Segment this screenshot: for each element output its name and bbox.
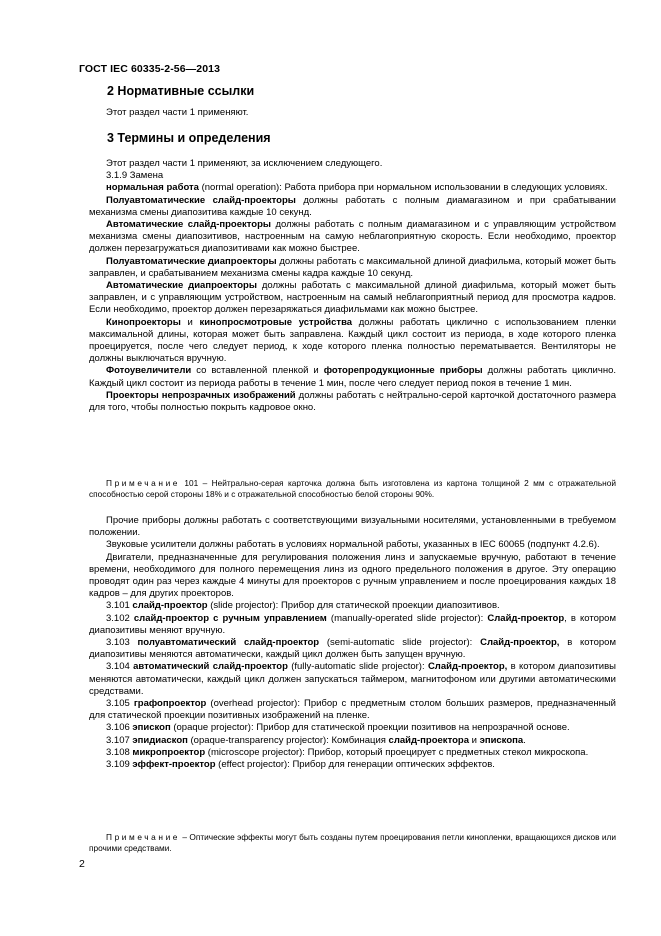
section-2-heading: 2 Нормативные ссылки bbox=[107, 84, 255, 98]
section-2-body bbox=[89, 107, 616, 119]
item-3-1-9: 3.1.9 Замена bbox=[106, 170, 164, 182]
definition-normal-operation: нормальная работа (normal operation): Работа прибора при нормальном использовании в следующих условиях. bbox=[106, 182, 608, 194]
term-enlarger: Фотоувеличители bbox=[106, 365, 192, 377]
term-opaque: Проекторы непрозрачных изображений bbox=[106, 389, 296, 401]
section-3-body bbox=[89, 158, 616, 414]
paragraph-photo: Фотоувеличители со вставленной пленкой и фоторепродукционные приборы должны работать циклично. Каждый цикл состоит из периода работы в течение 1 мин, после чего следует период покоя в течение 1 мин. bbox=[89, 365, 616, 389]
term-normal-operation: нормальная работа bbox=[106, 182, 199, 194]
definition-3-109: 3.109 эффект-проектор (effect projector): Прибор для генерации оптических эффектов. bbox=[106, 759, 495, 771]
term-semi-slide: Полуавтоматические слайд-проекторы bbox=[106, 194, 296, 206]
note-101-text: 101 – Нейтрально-серая карточка должна быть изготовлена из картона толщиной 2 мм с отражательной способностью серой стороны 18% и с отражательной способностью белой стороны 90%. bbox=[89, 478, 616, 500]
page-number: 2 bbox=[79, 858, 85, 870]
paragraph-kino: Кинопроекторы и кинопросмотровые устройства должны работать циклично с использованием пленки максимальной длины, которая может быть заправлена. Каждый цикл состоит из периода, в ходе которого пленка проецируется, после чего следует период, к ходе которого пленка полностью перематывается. Вентиляторы не должны выключаться вручную. bbox=[89, 316, 617, 365]
definition-3-105: 3.105 графопроектор (overhead projector): Прибор с предметным столом больших размеров, предназначенный для статической проекции позитивных изображений на пленке. bbox=[89, 698, 616, 722]
term-semi-film: Полуавтоматические диапроекторы bbox=[106, 255, 277, 267]
note-101 bbox=[89, 478, 616, 501]
term-kino-viewer: кинопросмотровые устройства bbox=[199, 316, 353, 328]
definition-3-101: 3.101 слайд-проектор (slide projector): Прибор для статической проекции диапозитивов. bbox=[106, 600, 500, 612]
definition-3-106: 3.106 эпископ (opaque projector): Прибор для статической проекции позитивов на непрозрачной основе. bbox=[106, 722, 570, 734]
note-effects bbox=[89, 832, 616, 855]
term-auto-slide: Автоматические слайд-проекторы bbox=[106, 219, 272, 231]
paragraph-semi-film: Полуавтоматические диапроекторы должны работать с максимальной длиной диафильма, который может быть заправлен, и срабатыванием механизма смены кадра каждые 10 секунд. bbox=[89, 255, 616, 279]
section-3-definitions bbox=[89, 515, 616, 771]
section-2-text: Этот раздел части 1 применяют. bbox=[106, 107, 249, 118]
paragraph-auto-film: Автоматические диапроекторы должны работать с максимальной длиной диафильма, который может быть заправлен, и с управляющим устройством, настроенным на самый неблагоприятный период для просмотра кадров. Если необходимо, проектор должен перезаряжаться диафильмами как можно быстрее. bbox=[89, 280, 617, 316]
paragraph-other-devices: Прочие приборы должны работать с соответствующими визуальными носителями, установленными в требуемом положении. bbox=[89, 515, 616, 539]
paragraph-opaque: Проекторы непрозрачных изображений должны работать с нейтрально-серой карточкой достаточного размера для того, чтобы полностью покрыть кадровое окно. bbox=[89, 389, 616, 414]
term-repro: фоторепродукционные приборы bbox=[323, 365, 483, 377]
definition-3-103: 3.103 полуавтоматический слайд-проектор (semi-automatic slide projector): Слайд-проектор, в котором диапозитивы меняются автоматически, каждый цикл должен быть запущен вручную. bbox=[89, 637, 617, 661]
note-101-label: Примечание bbox=[106, 478, 181, 488]
paragraph-motors: Двигатели, предназначенные для регулирования положения линз и запускаемые вручную, работают в течение времени, необходимого для полного перемещения линз из одного предельного положения в другое. Эту операцию проводят один раз через каждые 4 минуты для проекторов с ручным управлением и после проецирования каждых 18 кадров – для других проекторов. bbox=[89, 551, 616, 600]
definition-3-108: 3.108 микропроектор (microscope projector): Прибор, который проецирует с предметных стекол микроскопа. bbox=[106, 746, 589, 758]
definition-3-107: 3.107 эпидиаскоп (opaque-transparency projector): Комбинация слайд-проектора и эпископа. bbox=[106, 734, 526, 746]
note-effects-label: Примечание bbox=[106, 832, 181, 842]
definition-3-102: 3.102 слайд-проектор с ручным управлением (manually-operated slide projector): Слайд-проектор, в котором диапозитивы меняют вручную. bbox=[89, 612, 616, 636]
note-effects-text: – Оптические эффекты могут быть созданы путем проецирования петли кинопленки, вращающихся дисков или прочими средствами. bbox=[89, 832, 616, 854]
section-3-intro: Этот раздел части 1 применяют, за исключением следующего. bbox=[106, 158, 383, 169]
section-3-heading: 3 Термины и определения bbox=[107, 131, 271, 145]
definition-3-104: 3.104 автоматический слайд-проектор (fully-automatic slide projector): Слайд-проектор, в котором диапозитивы меняются автоматически, каждый цикл должен запускаться таймером, магнитофоном или другими автоматическими средствами. bbox=[89, 661, 616, 697]
paragraph-auto-slide: Автоматические слайд-проекторы должны работать с полным диамагазином и с управляющим устройством механизма смены диапозитивов, настроенным на самую неблагоприятную скорость. Если необходимо, проектор должен перезагружаться диапозитивами как можно быстрее. bbox=[89, 219, 616, 255]
standard-designation: ГОСТ IEC 60335-2-56—2013 bbox=[79, 63, 221, 75]
paragraph-audio: Звуковые усилители должны работать в условиях нормальной работы, указанных в IEC 60065 (подпункт 4.2.6). bbox=[106, 539, 600, 551]
paragraph-semi-slide: Полуавтоматические слайд-проекторы должны работать с полным диамагазином и при срабатывании механизма смены диапозитива каждые 10 секунд. bbox=[89, 194, 616, 218]
term-kino: Кинопроекторы bbox=[106, 316, 181, 328]
term-auto-film: Автоматические диапроекторы bbox=[106, 280, 257, 292]
